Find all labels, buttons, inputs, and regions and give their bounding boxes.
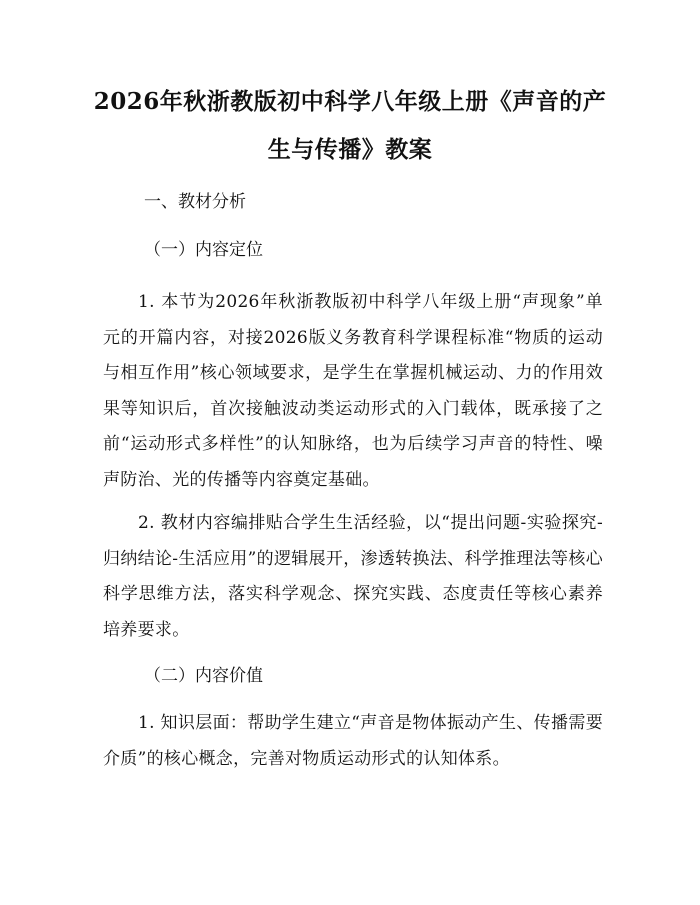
paragraph-content-positioning-1: 1. 本节为2026年秋浙教版初中科学八年级上册“声现象”单元的开篇内容，对接2026版义务教育科学课程标准“物质的运动与相互作用”核心领域要求，是学生在掌握机械运动、力的作用效果等知识后，首次接触波动类运动形式的入门载体，既承接了之前“运动形式多样性”的认知脉络，也为后续学习声音的特性、噪声防治、光的传播等内容奠定基础。 [103, 292, 603, 490]
subsection-heading-content-positioning: （一）内容定位 [144, 240, 263, 260]
paragraph-content-positioning-2: 2. 教材内容编排贴合学生生活经验，以“提出问题-实验探究-归纳结论-生活应用”的逻辑展开，渗透转换法、科学推理法等核心科学思维方法，落实科学观念、探究实践、态度责任等核心素养培养要求。 [103, 513, 603, 640]
paragraph-content-value-1: 1. 知识层面：帮助学生建立“声音是物体振动产生、传播需要介质”的核心概念，完善对物质运动形式的认知体系。 [103, 713, 603, 769]
subsection-heading-content-value: （二）内容价值 [144, 666, 263, 686]
section-heading-textbook-analysis: 一、教材分析 [144, 192, 246, 212]
document-title: 2026年秋浙教版初中科学八年级上册《声音的产生与传播》教案 [93, 88, 607, 163]
